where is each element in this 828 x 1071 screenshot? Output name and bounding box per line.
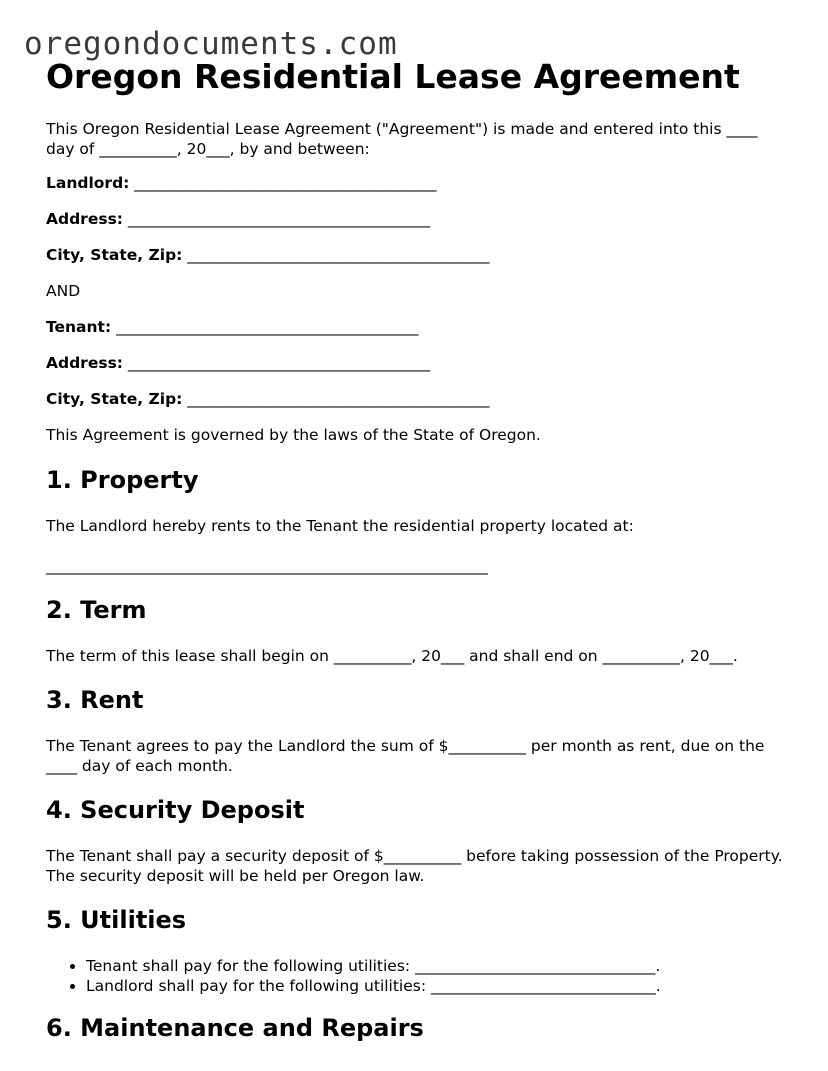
document-body [46,58,786,1064]
property-address-blank: _________________________________________________________ [46,556,488,575]
landlord-name-label: Landlord: [46,173,130,192]
tenant-address-field [46,353,786,373]
section-maintenance-heading: 6. Maintenance and Repairs [46,1013,424,1042]
section-deposit-text: The Tenant shall pay a security deposit of $__________ before taking possession of the Property. The security deposit will be held per Oregon law. [46,846,783,885]
tenant-address-label: Address: [46,353,123,372]
utilities-list [46,956,786,996]
landlord-name-blank: _______________________________________ [129,173,437,192]
list-item: • Tenant shall pay for the following utilities: _______________________________. [86,956,786,976]
section-deposit-heading: 4. Security Deposit [46,795,305,824]
list-item: • Landlord shall pay for the following utilities: _____________________________. [86,976,786,996]
landlord-address-field [46,209,786,229]
site-watermark: oregondocuments.com [24,26,398,62]
tenant-address-blank: _______________________________________ [123,353,431,372]
section-property-text: The Landlord hereby rents to the Tenant the residential property located at: [46,516,634,535]
intro-paragraph: This Oregon Residential Lease Agreement ("Agreement") is made and entered into this ____ day of __________, 20___, by and between: [46,119,758,158]
and-separator: AND [46,281,81,300]
landlord-address-label: Address: [46,209,123,228]
section-utilities-heading: 5. Utilities [46,905,187,934]
tenant-name-field [46,317,786,337]
tenant-city-field [46,389,786,409]
tenant-name-blank: _______________________________________ [111,317,419,336]
governing-law-text: This Agreement is governed by the laws of the State of Oregon. [46,425,541,444]
tenant-city-label: City, State, Zip: [46,389,183,408]
landlord-city-label: City, State, Zip: [46,245,183,264]
tenant-name-label: Tenant: [46,317,112,336]
landlord-name-field [46,173,786,193]
landlord-city-field [46,245,786,265]
section-rent-heading: 3. Rent [46,685,144,714]
landlord-address-blank: _______________________________________ [123,209,431,228]
section-property-heading: 1. Property [46,465,199,494]
tenant-city-blank: _______________________________________ [182,389,490,408]
section-rent-text: The Tenant agrees to pay the Landlord the sum of $__________ per month as rent, due on the ____ day of each month. [46,736,765,775]
landlord-city-blank: _______________________________________ [182,245,490,264]
section-term-heading: 2. Term [46,595,147,624]
section-term-text: The term of this lease shall begin on __________, 20___ and shall end on __________, 20___. [46,646,738,665]
document-title: Oregon Residential Lease Agreement [46,57,740,96]
